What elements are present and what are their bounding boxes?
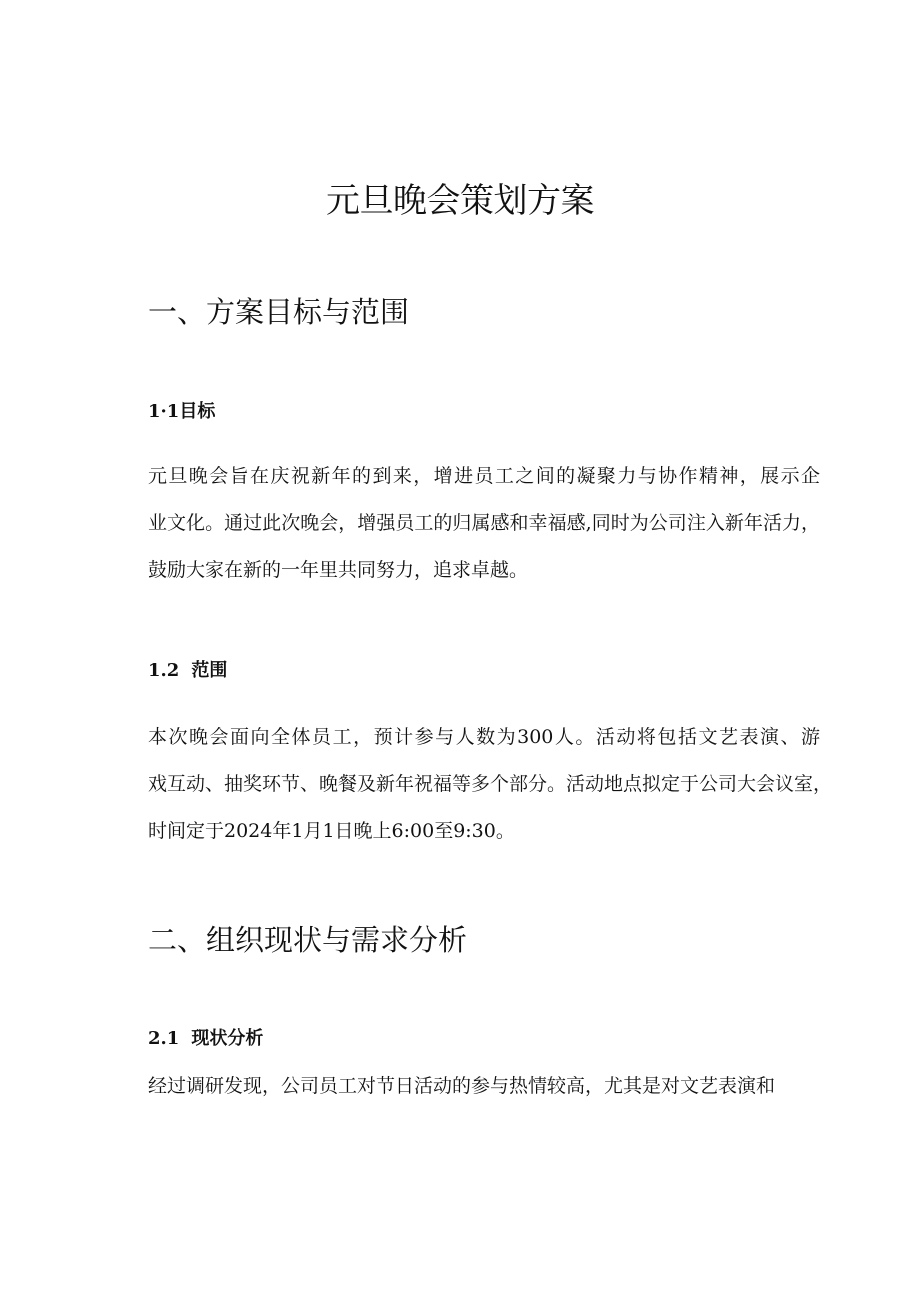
subsection-1-1-heading [148,398,215,426]
document-title: 元旦晚会策划方案 [326,181,594,221]
paragraph-line: 本次晚会面向全体员工，预计参与人数为300人。活动将包括文艺表演、游 [148,726,820,748]
subsection-title: 范围 [191,660,228,681]
paragraph-line: 时间定于2024年1月1日晚上6:00至9:30。 [148,820,515,842]
paragraph-line: 业文化。通过此次晚会，增强员工的归属感和幸福感,同时为公司注入新年活力， [148,512,820,534]
paragraph-goal [148,453,820,594]
subsection-number: 1.2 [148,660,180,681]
subsection-1-2-heading [148,657,227,685]
section-1-heading: 一、方案目标与范围 [148,295,410,329]
subsection-2-1-heading [148,1025,263,1053]
paragraph-scope [148,714,833,855]
subsection-title: 目标 [179,401,216,422]
paragraph-line: 经过调研发现，公司员工对节日活动的参与热情较高，尤其是对文艺表演和 [148,1075,776,1097]
paragraph-line: 鼓励大家在新的一年里共同努力，追求卓越。 [148,559,529,581]
paragraph-status [148,1063,820,1110]
paragraph-line: 戏互动、抽奖环节、晚餐及新年祝福等多个部分。活动地点拟定于公司大会议室， [148,773,833,795]
subsection-number: 2.1 [148,1028,180,1049]
section-2-heading: 二、组织现状与需求分析 [148,923,468,957]
paragraph-line: 元旦晚会旨在庆祝新年的到来，增进员工之间的凝聚力与协作精神，展示企 [148,465,820,487]
subsection-title: 现状分析 [191,1028,264,1049]
subsection-number: 1·1 [148,401,180,422]
